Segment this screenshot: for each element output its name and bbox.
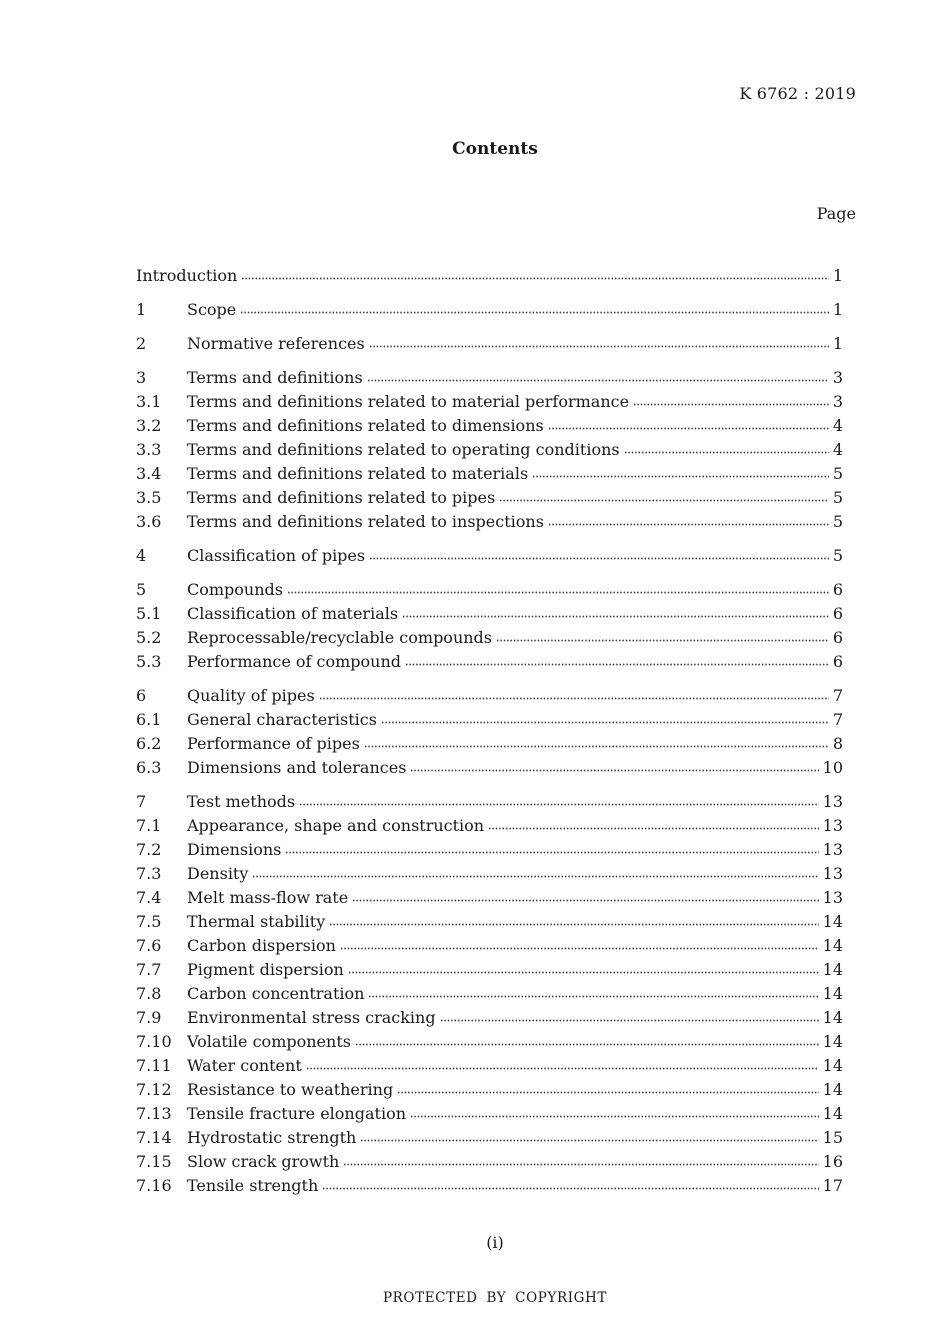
toc-entry-number: 7.1 — [136, 816, 162, 835]
toc-entry-page: 7 — [832, 710, 843, 729]
toc-entry[interactable] — [136, 1102, 843, 1126]
toc-entry-page: 13 — [822, 816, 843, 835]
toc-entry[interactable] — [136, 838, 843, 862]
dot-leader — [343, 1155, 818, 1169]
toc-entry-page: 14 — [822, 1080, 843, 1099]
toc-entry-page: 16 — [822, 1152, 843, 1171]
toc-entry-label: Quality of pipes — [187, 686, 315, 705]
copyright-notice: PROTECTED BY COPYRIGHT — [382, 1290, 608, 1306]
toc-entry[interactable] — [136, 1054, 843, 1078]
toc-entry-number: 7.10 — [136, 1032, 172, 1051]
dot-leader — [322, 1179, 818, 1193]
toc-entry[interactable] — [136, 756, 843, 780]
toc-entry-number: 1 — [136, 300, 147, 319]
dot-leader — [410, 1107, 819, 1121]
toc-entry-number: 7.12 — [136, 1080, 172, 1099]
toc-entry-label: Classification of pipes — [187, 546, 366, 565]
dot-leader — [299, 795, 819, 809]
toc-entry-number: 7.13 — [136, 1104, 172, 1123]
dot-leader — [397, 1083, 818, 1097]
table-of-contents — [136, 264, 843, 1198]
toc-entry-number: 7.11 — [136, 1056, 172, 1075]
toc-entry-label: Compounds — [187, 580, 283, 599]
toc-entry-number: 2 — [136, 334, 147, 353]
dot-leader — [405, 655, 829, 669]
toc-entry-page: 5 — [832, 546, 843, 565]
toc-entry-label: Terms and definitions related to pipes — [187, 488, 496, 507]
dot-leader — [348, 963, 819, 977]
toc-entry-number: 3.4 — [136, 464, 162, 483]
toc-entry[interactable] — [136, 814, 843, 838]
toc-entry[interactable] — [136, 298, 843, 322]
dot-leader — [329, 915, 818, 929]
dot-leader — [241, 269, 828, 283]
toc-entry[interactable] — [136, 982, 843, 1006]
toc-entry-page: 3 — [832, 368, 843, 387]
toc-entry-page: 14 — [822, 1008, 843, 1027]
toc-entry-label: Volatile components — [187, 1032, 351, 1051]
toc-entry[interactable] — [136, 1150, 843, 1174]
toc-entry[interactable] — [136, 934, 843, 958]
toc-entry-page: 4 — [832, 440, 843, 459]
dot-leader — [352, 891, 818, 905]
toc-entry-number: 7.15 — [136, 1152, 172, 1171]
dot-leader — [624, 443, 829, 457]
toc-entry[interactable] — [136, 1006, 843, 1030]
toc-entry-number: 3.3 — [136, 440, 162, 459]
toc-entry-page: 17 — [822, 1176, 843, 1195]
toc-entry[interactable] — [136, 862, 843, 886]
toc-entry-label: Density — [187, 864, 249, 883]
toc-entry-page: 14 — [822, 984, 843, 1003]
toc-entry[interactable] — [136, 602, 843, 626]
toc-entry-number: 6.1 — [136, 710, 162, 729]
toc-entry[interactable] — [136, 790, 843, 814]
toc-entry-number: 7.5 — [136, 912, 162, 931]
toc-entry[interactable] — [136, 414, 843, 438]
toc-entry[interactable] — [136, 1030, 843, 1054]
toc-entry[interactable] — [136, 958, 843, 982]
toc-entry[interactable] — [136, 1174, 843, 1198]
dot-leader — [548, 515, 829, 529]
toc-entry-label: Dimensions — [187, 840, 282, 859]
toc-entry-label: Dimensions and tolerances — [187, 758, 407, 777]
toc-entry-page: 13 — [822, 864, 843, 883]
toc-entry-page: 3 — [832, 392, 843, 411]
toc-entry-label: Carbon concentration — [187, 984, 365, 1003]
toc-entry[interactable] — [136, 684, 843, 708]
toc-entry-label: Terms and definitions — [187, 368, 363, 387]
dot-leader — [252, 867, 818, 881]
toc-entry-page: 14 — [822, 912, 843, 931]
toc-entry[interactable] — [136, 708, 843, 732]
dot-leader — [364, 737, 829, 751]
toc-entry-page: 14 — [822, 1056, 843, 1075]
toc-entry-page: 14 — [822, 1032, 843, 1051]
toc-entry-label: Pigment dispersion — [187, 960, 344, 979]
dot-leader — [319, 689, 829, 703]
toc-entry-label: Reprocessable/recyclable compounds — [187, 628, 492, 647]
toc-entry-number: 5.3 — [136, 652, 162, 671]
toc-entry[interactable] — [136, 462, 843, 486]
toc-entry-page: 6 — [832, 604, 843, 623]
toc-entry[interactable] — [136, 1126, 843, 1150]
toc-entry-label: Terms and definitions related to material performance — [187, 392, 630, 411]
toc-entry-number: 7.4 — [136, 888, 162, 907]
dot-leader — [240, 303, 829, 317]
toc-entry[interactable] — [136, 732, 843, 756]
toc-entry[interactable] — [136, 264, 843, 288]
toc-entry[interactable] — [136, 510, 843, 534]
toc-entry-label: Terms and definitions related to materials — [187, 464, 529, 483]
toc-entry-page: 5 — [832, 464, 843, 483]
toc-entry-label: Environmental stress cracking — [187, 1008, 436, 1027]
dot-leader — [410, 761, 818, 775]
toc-entry-number: 6 — [136, 686, 147, 705]
dot-leader — [367, 371, 829, 385]
toc-entry-page: 1 — [832, 300, 843, 319]
dot-leader — [285, 843, 818, 857]
toc-entry-number: 3 — [136, 368, 147, 387]
toc-entry-label: Hydrostatic strength — [187, 1128, 357, 1147]
toc-entry[interactable] — [136, 438, 843, 462]
footer-page-number: (i) — [486, 1233, 504, 1252]
dot-leader — [499, 491, 829, 505]
toc-entry-page: 8 — [832, 734, 843, 753]
toc-entry-page: 1 — [832, 334, 843, 353]
toc-entry-page: 1 — [832, 266, 843, 285]
toc-entry-number: 7.2 — [136, 840, 162, 859]
toc-entry-page: 5 — [832, 488, 843, 507]
standard-number: K 6762 : 2019 — [739, 84, 856, 103]
toc-entry-page: 13 — [822, 840, 843, 859]
toc-entry-number: 5.2 — [136, 628, 162, 647]
toc-entry-label: General characteristics — [187, 710, 377, 729]
toc-entry-page: 13 — [822, 792, 843, 811]
dot-leader — [360, 1131, 818, 1145]
toc-entry[interactable] — [136, 390, 843, 414]
dot-leader — [369, 337, 829, 351]
toc-entry-label: Classification of materials — [187, 604, 399, 623]
toc-entry-number: 7.9 — [136, 1008, 162, 1027]
toc-entry-page: 6 — [832, 652, 843, 671]
toc-entry-number: 7.16 — [136, 1176, 172, 1195]
toc-entry-page: 6 — [832, 580, 843, 599]
page-title: Contents — [452, 139, 538, 159]
toc-entry-number: 4 — [136, 546, 147, 565]
toc-entry-number: 6.3 — [136, 758, 162, 777]
toc-entry-number: 7 — [136, 792, 147, 811]
toc-entry[interactable] — [136, 578, 843, 602]
toc-entry-label: Thermal stability — [187, 912, 326, 931]
toc-entry-label: Performance of compound — [187, 652, 402, 671]
dot-leader — [340, 939, 819, 953]
toc-entry[interactable] — [136, 910, 843, 934]
dot-leader — [355, 1035, 819, 1049]
toc-entry-label: Slow crack growth — [187, 1152, 340, 1171]
toc-entry-number: 7.3 — [136, 864, 162, 883]
toc-entry[interactable] — [136, 332, 843, 356]
toc-entry-label: Carbon dispersion — [187, 936, 336, 955]
toc-entry-number: 5.1 — [136, 604, 162, 623]
dot-leader — [548, 419, 829, 433]
toc-entry-number: 7.8 — [136, 984, 162, 1003]
toc-entry[interactable] — [136, 1078, 843, 1102]
toc-entry-number: 6.2 — [136, 734, 162, 753]
toc-entry-label: Terms and definitions related to inspections — [187, 512, 544, 531]
toc-entry[interactable] — [136, 886, 843, 910]
dot-leader — [496, 631, 829, 645]
dot-leader — [306, 1059, 819, 1073]
toc-entry-number: 7.14 — [136, 1128, 172, 1147]
toc-entry[interactable] — [136, 650, 843, 674]
toc-entry-label: Performance of pipes — [187, 734, 360, 753]
toc-entry[interactable] — [136, 544, 843, 568]
toc-entry-page: 14 — [822, 1104, 843, 1123]
dot-leader — [633, 395, 829, 409]
toc-entry-label: Normative references — [187, 334, 365, 353]
dot-leader — [381, 713, 829, 727]
toc-entry-number: 5 — [136, 580, 147, 599]
toc-entry-page: 15 — [822, 1128, 843, 1147]
dot-leader — [369, 549, 829, 563]
toc-entry[interactable] — [136, 486, 843, 510]
toc-entry-page: 5 — [832, 512, 843, 531]
page-column-label: Page — [816, 204, 856, 223]
toc-entry-label: Terms and definitions related to dimensions — [187, 416, 544, 435]
toc-entry[interactable] — [136, 366, 843, 390]
toc-entry-number: 3.5 — [136, 488, 162, 507]
toc-entry-label: Tensile fracture elongation — [187, 1104, 406, 1123]
toc-entry-number: 7.7 — [136, 960, 162, 979]
toc-entry-label: Scope — [187, 300, 237, 319]
dot-leader — [287, 583, 829, 597]
dot-leader — [532, 467, 829, 481]
toc-entry-number: 3.1 — [136, 392, 162, 411]
dot-leader — [368, 987, 818, 1001]
toc-entry-page: 14 — [822, 936, 843, 955]
toc-entry-number: 3.6 — [136, 512, 162, 531]
toc-entry-page: 6 — [832, 628, 843, 647]
toc-entry-number: 3.2 — [136, 416, 162, 435]
toc-entry[interactable] — [136, 626, 843, 650]
toc-entry-number: 7.6 — [136, 936, 162, 955]
dot-leader — [440, 1011, 819, 1025]
toc-entry-label: Resistance to weathering — [187, 1080, 394, 1099]
toc-entry-label: Appearance, shape and construction — [187, 816, 485, 835]
toc-entry-page: 14 — [822, 960, 843, 979]
toc-entry-label: Test methods — [187, 792, 296, 811]
toc-entry-page: 7 — [832, 686, 843, 705]
toc-entry-label: Introduction — [136, 266, 238, 285]
dot-leader — [488, 819, 819, 833]
dot-leader — [402, 607, 829, 621]
toc-entry-page: 4 — [832, 416, 843, 435]
toc-entry-page: 10 — [822, 758, 843, 777]
toc-entry-label: Terms and definitions related to operating conditions — [187, 440, 620, 459]
toc-entry-page: 13 — [822, 888, 843, 907]
toc-entry-label: Melt mass-flow rate — [187, 888, 349, 907]
toc-entry-label: Tensile strength — [187, 1176, 319, 1195]
toc-entry-label: Water content — [187, 1056, 302, 1075]
